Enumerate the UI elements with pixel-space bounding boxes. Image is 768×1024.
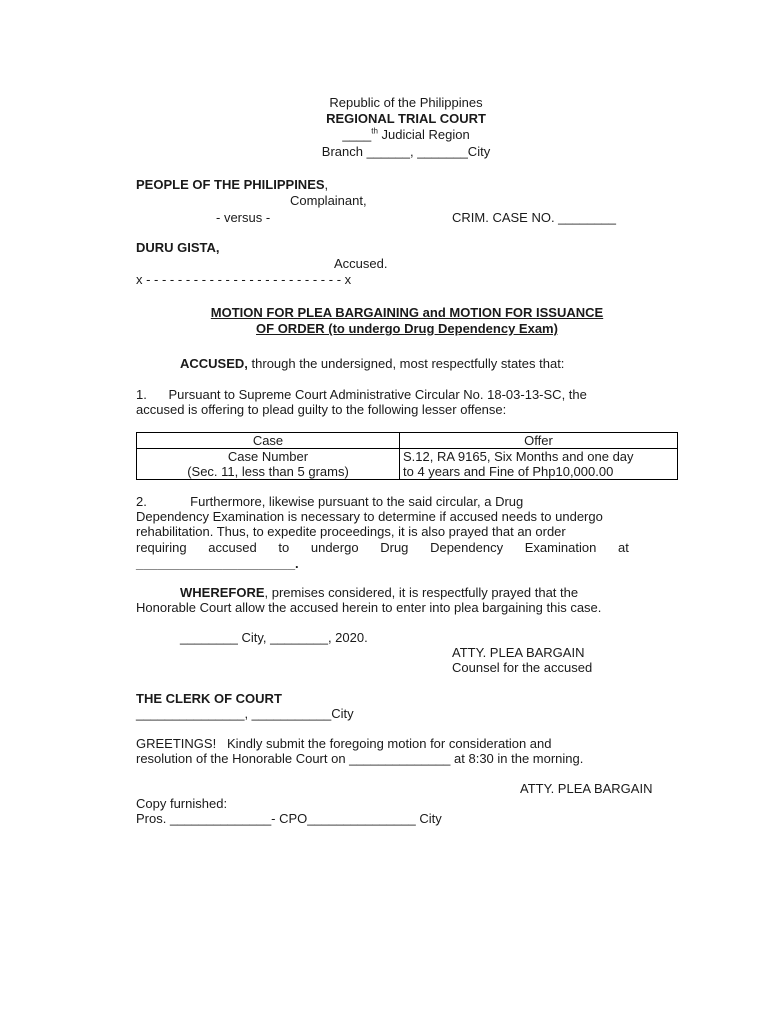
para2-line1: 2. Furthermore, likewise pursuant to the said circular, a Drug	[136, 494, 524, 509]
counsel-label: Counsel for the accused	[452, 660, 593, 675]
case-section: (Sec. 11, less than 5 grams)	[187, 464, 349, 479]
offer-line1: S.12, RA 9165, Six Months and one day	[403, 449, 634, 464]
para2-line5: ______________________.	[136, 556, 299, 571]
offer-line2: to 4 years and Fine of Php10,000.00	[403, 464, 614, 479]
plaintiff-name: PEOPLE OF THE PHILIPPINES	[136, 177, 325, 192]
versus-label: - versus -	[216, 210, 271, 225]
motion-title-line2: OF ORDER (to undergo Drug Dependency Exam)	[256, 321, 558, 336]
plaintiff-comma: ,	[324, 177, 329, 192]
region-blank: ____	[342, 127, 372, 142]
judicial-region	[0, 127, 768, 142]
case-number-label: Case Number	[227, 449, 309, 464]
wherefore-line1	[180, 585, 578, 600]
copy-furnished-line: Pros. ______________- CPO_______________ City	[136, 811, 442, 826]
republic-line: Republic of the Philippines	[329, 95, 483, 110]
accused-label: Accused.	[334, 256, 388, 271]
clerk-address: _______________, ___________City	[136, 706, 354, 721]
intro-accused: ACCUSED,	[180, 356, 248, 371]
branch-line: Branch ______, _______City	[321, 144, 491, 159]
wherefore-line2: Honorable Court allow the accused herein to enter into plea bargaining this case.	[136, 600, 602, 615]
offer-table	[136, 432, 678, 480]
wherefore-bold: WHEREFORE	[180, 585, 265, 600]
para2-line4: requiring accused to undergo Drug Dependency Examination at	[136, 540, 629, 555]
date-line: ________ City, ________, 2020.	[180, 630, 368, 645]
table-cell-offer	[400, 449, 678, 480]
wherefore-rest: , premises considered, it is respectfully prayed that the	[264, 585, 579, 600]
table-header-offer: Offer	[400, 433, 678, 449]
greetings-line1: GREETINGS! Kindly submit the foregoing motion for consideration and	[136, 736, 552, 751]
motion-title-line1: MOTION FOR PLEA BARGAINING and MOTION FOR ISSUANCE	[210, 305, 604, 320]
intro-paragraph	[180, 356, 564, 371]
region-ordinal: th	[371, 126, 378, 136]
para1-line2: accused is offering to plead guilty to the following lesser offense:	[136, 402, 507, 417]
para2-line3: rehabilitation. Thus, to expedite proceedings, it is also prayed that an order	[136, 524, 566, 539]
court-name: REGIONAL TRIAL COURT	[326, 111, 486, 126]
plaintiff-line	[136, 177, 328, 192]
para2-line2: Dependency Examination is necessary to determine if accused needs to undergo	[136, 509, 603, 524]
atty-name: ATTY. PLEA BARGAIN	[452, 645, 585, 660]
table-header-case: Case	[137, 433, 400, 449]
region-text: Judicial Region	[377, 127, 470, 142]
accused-name: DURU GISTA,	[136, 240, 220, 255]
copy-furnished-label: Copy furnished:	[136, 796, 228, 811]
para1-line1: 1. Pursuant to Supreme Court Administrative Circular No. 18-03-13-SC, the	[136, 387, 587, 402]
caption-separator: x - - - - - - - - - - - - - - - - - - - - - - - - - x	[136, 272, 352, 287]
greetings-line2: resolution of the Honorable Court on ______________ at 8:30 in the morning.	[136, 751, 584, 766]
notice-atty-name: ATTY. PLEA BARGAIN	[520, 781, 653, 796]
intro-rest: through the undersigned, most respectfully states that:	[247, 356, 565, 371]
table-row	[137, 449, 678, 480]
crim-case-number: CRIM. CASE NO. ________	[452, 210, 617, 225]
table-cell-case	[137, 449, 400, 480]
complainant-label: Complainant,	[290, 193, 367, 208]
table-header-row	[137, 433, 678, 449]
clerk-title: THE CLERK OF COURT	[136, 691, 282, 706]
